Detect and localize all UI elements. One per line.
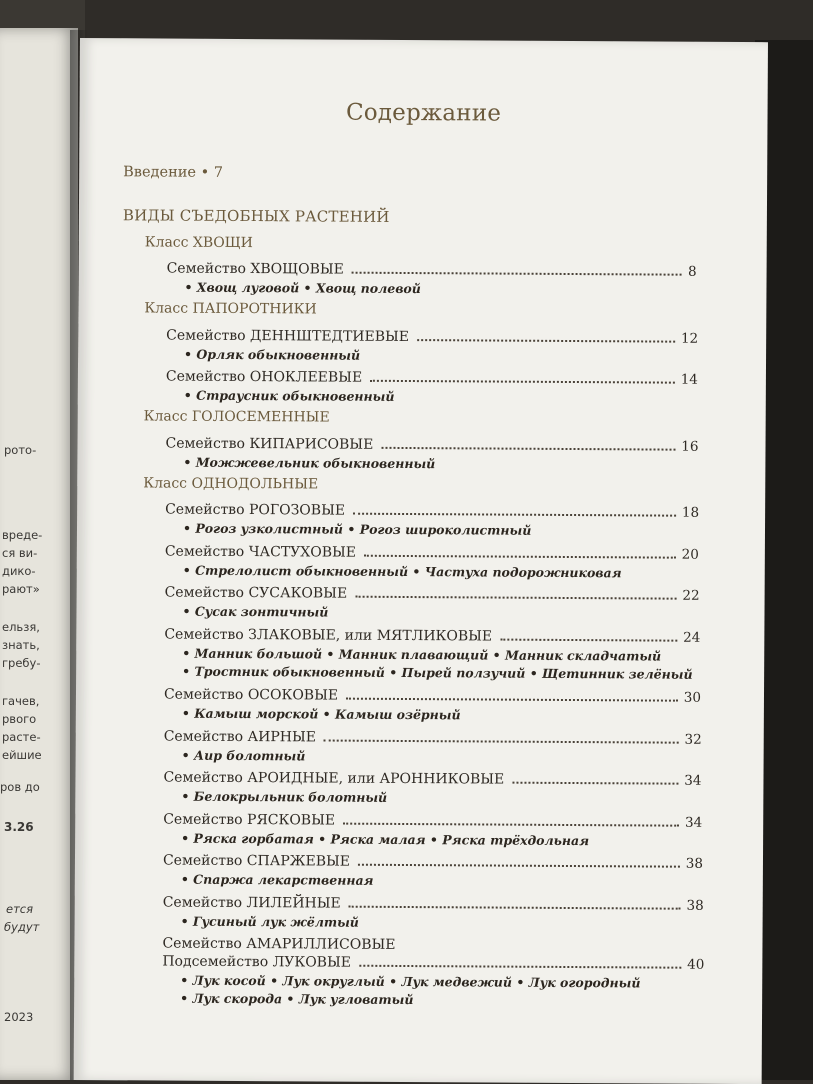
toc-family-entry (164, 729, 702, 748)
toc-species-line: • Орляк обыкновенный (184, 346, 361, 363)
toc-family-entry (163, 770, 701, 789)
family-name: Семейство АМАРИЛЛИСОВЫЕ (162, 935, 396, 953)
toc-species-line: • Сусак зонтичный (182, 603, 329, 620)
left-page-fragment: ров до (0, 780, 40, 794)
toc-family-entry (164, 627, 700, 646)
toc-family-entry (163, 812, 702, 831)
left-page-fragment: дико- (2, 564, 36, 578)
leader-dots (353, 513, 676, 517)
toc-family-entry (163, 895, 704, 914)
subfamily-name: Подсемейство ЛУКОВЫЕ (162, 953, 352, 971)
toc-species-line: • Хвощ луговой • Хвощ полевой (184, 279, 421, 297)
toc-species-line: • Лук косой • Лук округлый • Лук медвежий • Лук огородный (180, 972, 641, 991)
leader-dots (359, 965, 681, 969)
family-name: Семейство СУСАКОВЫЕ (164, 584, 348, 602)
toc-family-entry (163, 853, 703, 872)
family-name: Семейство ДЕННШТЕДТИЕВЫЕ (166, 327, 410, 346)
toc-family-entry (166, 369, 698, 388)
left-page-fragment: ельзя, (2, 620, 40, 634)
left-page-fragment: 2023 (4, 1010, 34, 1024)
family-name: Семейство АИРНЫЕ (163, 728, 317, 746)
toc-family-entry (165, 436, 698, 455)
toc-family-entry (165, 502, 699, 521)
family-name: Семейство РЯСКОВЫЕ (163, 811, 336, 829)
page-number: 38 (686, 897, 704, 914)
contents-page (74, 38, 768, 1084)
toc-species-line: • Стрелолист обыкновенный • Частуха подорожниковая (182, 562, 622, 581)
leader-dots (324, 740, 679, 744)
page-number: 30 (683, 689, 702, 706)
leader-dots (343, 823, 679, 827)
left-page-fragment: гачев, (2, 694, 40, 708)
left-page-fragment: рают» (2, 582, 40, 596)
left-page-fragment: знать, (2, 638, 40, 652)
toc-introduction: Введение • 7 (123, 164, 224, 181)
left-page (0, 28, 78, 1080)
leader-dots (512, 782, 678, 785)
leader-dots (349, 906, 681, 910)
toc-family-name-line (162, 936, 395, 953)
page-number: 38 (685, 855, 704, 872)
toc-family-entry (162, 954, 704, 973)
page-number: 8 (687, 263, 697, 280)
toc-family-entry (165, 585, 700, 604)
left-page-fragment: рото- (4, 443, 37, 457)
leader-dots (370, 380, 675, 384)
toc-species-line: • Манник большой • Манник плавающий • Манник складчатый (182, 645, 662, 664)
page-number: 34 (684, 814, 703, 831)
page-number: 22 (682, 587, 700, 604)
family-name: Семейство КИПАРИСОВЫЕ (165, 435, 374, 453)
toc-species-line: • Белокрыльник болотный (181, 788, 388, 805)
family-name: Семейство ЛИЛЕЙНЫЕ (162, 894, 341, 912)
toc-part-title: ВИДЫ СЪЕДОБНЫХ РАСТЕНИЙ (122, 206, 390, 226)
family-name: Семейство ОСОКОВЫЕ (163, 686, 339, 704)
left-page-fragment: будут (4, 920, 40, 934)
leader-dots (352, 272, 682, 276)
toc-class-heading: Класс ХВОЩИ (144, 234, 253, 252)
toc-species-line: • Ряска горбатая • Ряска малая • Ряска трёхдольная (181, 830, 590, 849)
family-name: Семейство АРОИДНЫЕ, или АРОННИКОВЫЕ (163, 769, 505, 788)
toc-species-line: • Страусник обыкновенный (183, 387, 395, 404)
left-page-fragment: ется (6, 902, 34, 916)
toc-species-line: • Рогоз узколистный • Рогоз широколистный (182, 520, 532, 538)
page-number: 40 (687, 956, 705, 973)
leader-dots (355, 596, 676, 600)
leader-dots (346, 698, 678, 702)
page-number: 24 (683, 629, 701, 646)
toc-family-entry (164, 687, 701, 706)
page-number: 18 (681, 504, 700, 521)
leader-dots (364, 555, 676, 559)
left-page-fragment: вреде- (2, 528, 43, 542)
toc-species-line: • Камыш морской • Камыш озёрный (181, 705, 461, 723)
left-page-fragment: гребу- (2, 656, 41, 670)
leader-dots (381, 447, 675, 451)
leader-dots (500, 639, 677, 642)
left-page-fragment: ейшие (2, 748, 42, 762)
toc-species-line: • Гусиный лук жёлтый (180, 913, 359, 930)
family-name: Семейство СПАРЖЕВЫЕ (162, 852, 351, 870)
left-page-fragment: расте- (2, 730, 41, 744)
family-name: Семейство ЗЛАКОВЫЕ, или МЯТЛИКОВЫЕ (164, 626, 493, 645)
family-name: Семейство ОНОКЛЕЕВЫЕ (165, 368, 363, 386)
page-number: 20 (681, 546, 699, 563)
page-number: 12 (680, 330, 699, 347)
left-page-fragment: рвого (2, 712, 37, 726)
toc-species-line: • Спаржа лекарственная (180, 871, 374, 888)
page-number: 14 (680, 371, 698, 388)
toc-species-line: • Тростник обыкновенный • Пырей ползучий • Щетинник зелёный (182, 663, 693, 682)
family-name: Семейство РОГОЗОВЫЕ (165, 501, 346, 519)
leader-dots (358, 864, 680, 868)
page-number: 16 (681, 438, 699, 455)
toc-class-heading: Класс ГОЛОСЕМЕННЫЕ (143, 408, 330, 426)
left-page-fragment: 3.26 (4, 820, 34, 834)
toc-species-line: • Аир болотный (181, 747, 306, 764)
toc-family-entry (166, 328, 698, 347)
toc-family-entry (165, 544, 699, 563)
toc-family-entry (167, 261, 697, 280)
left-page-fragment: ся ви- (2, 546, 38, 560)
toc-class-heading: Класс ПАПОРОТНИКИ (144, 300, 317, 318)
family-name: Семейство ХВОЩОВЫЕ (166, 260, 344, 278)
page-number: 34 (684, 772, 702, 789)
page-title: Содержание (345, 99, 502, 127)
page-number: 32 (684, 731, 702, 748)
family-name: Семейство ЧАСТУХОВЫЕ (164, 543, 357, 561)
toc-species-line: • Лук скорода • Лук угловатый (180, 990, 414, 1008)
toc-species-line: • Можжевельник обыкновенный (183, 454, 436, 472)
leader-dots (417, 339, 675, 343)
toc-class-heading: Класс ОДНОДОЛЬНЫЕ (143, 475, 319, 493)
